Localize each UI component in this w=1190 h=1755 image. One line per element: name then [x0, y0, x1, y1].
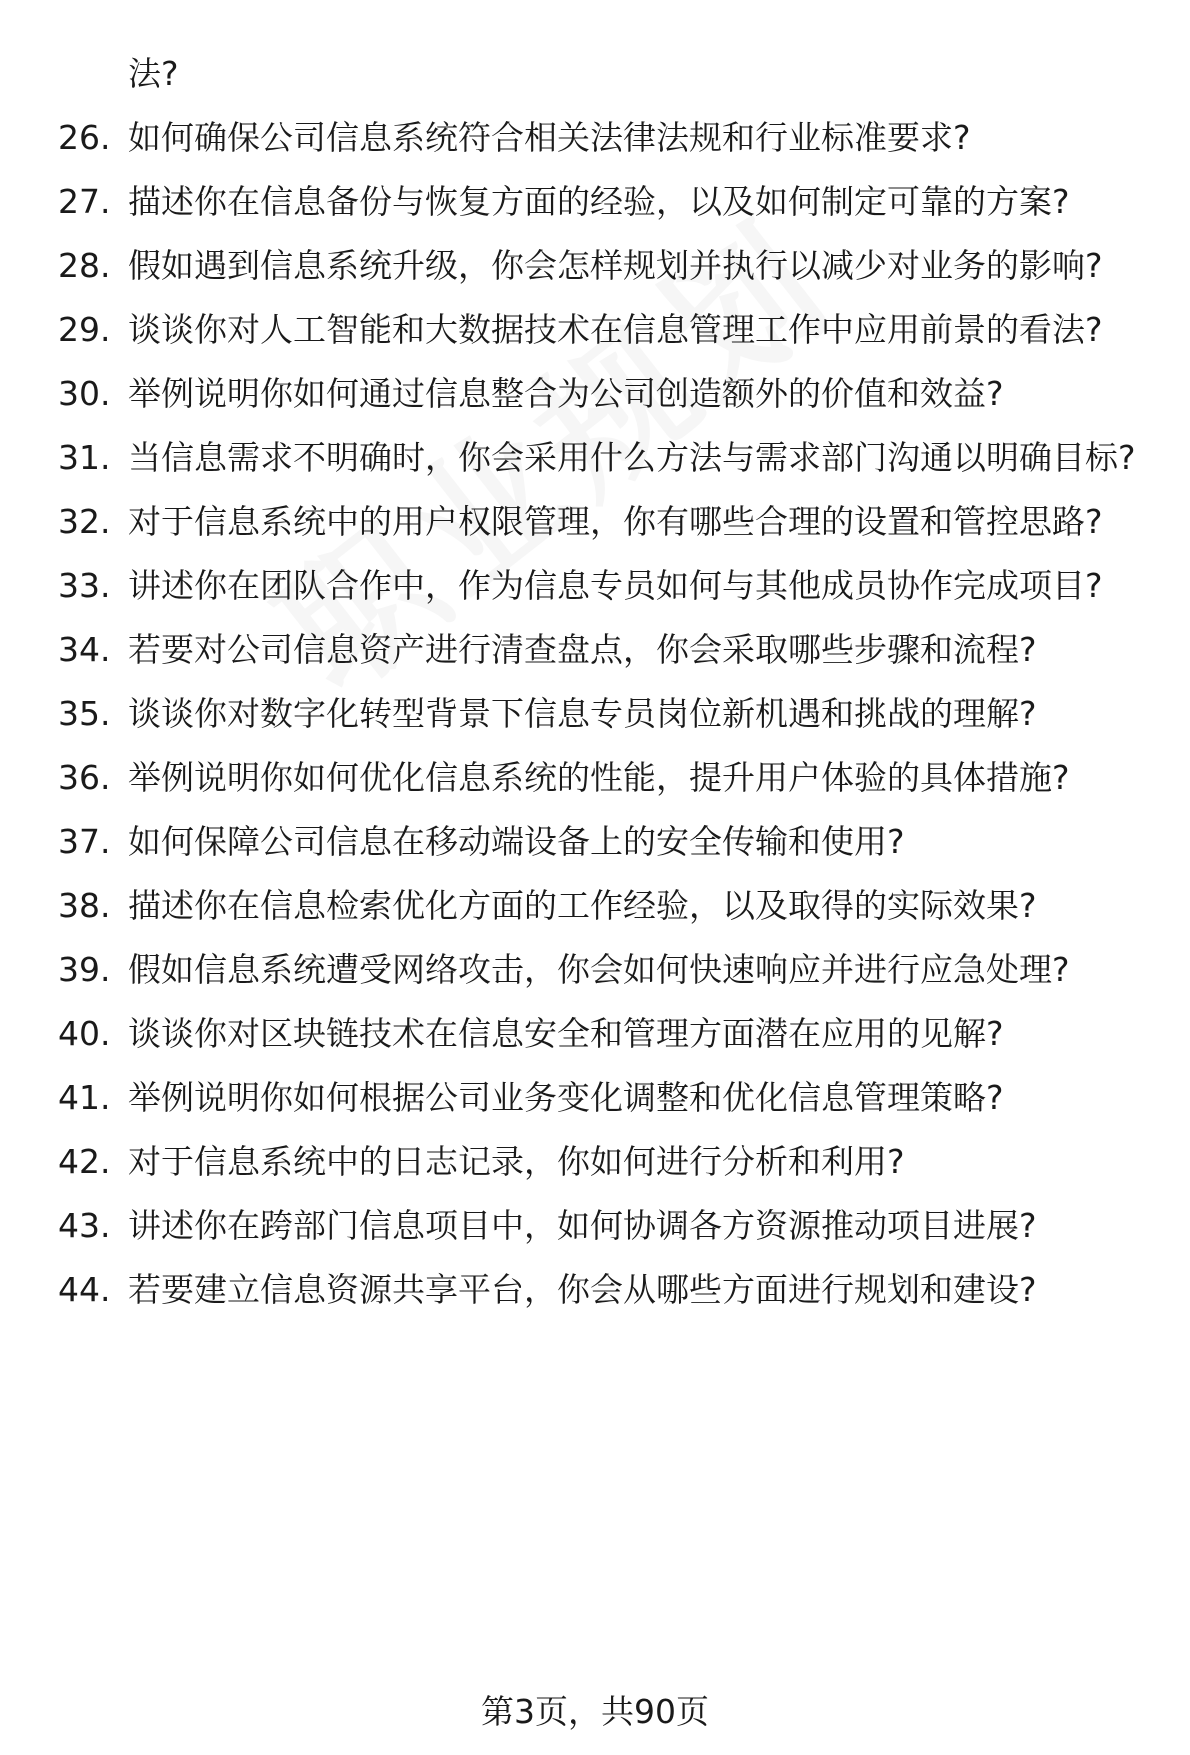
list-item: [58, 820, 1148, 863]
list-item-text: 对于信息系统中的用户权限管理，你有哪些合理的设置和管控思路?: [128, 502, 1103, 541]
list-item-text: 举例说明你如何通过信息整合为公司创造额外的价值和效益?: [128, 374, 1004, 413]
list-item: [58, 244, 1148, 287]
list-item: [58, 628, 1148, 671]
list-item: [58, 180, 1148, 223]
list-item-text: 假如遇到信息系统升级，你会怎样规划并执行以减少对业务的影响?: [128, 246, 1103, 285]
list-item-text: 举例说明你如何优化信息系统的性能，提升用户体验的具体措施?: [128, 758, 1070, 797]
list-item-number: 31.: [58, 438, 111, 477]
list-item-number: 34.: [58, 630, 111, 669]
list-item-number: 35.: [58, 694, 111, 733]
list-item-number: 40.: [58, 1014, 111, 1053]
list-item-number: 39.: [58, 950, 111, 989]
list-item-text: 讲述你在跨部门信息项目中，如何协调各方资源推动项目进展?: [128, 1206, 1037, 1245]
list-item: [58, 948, 1148, 991]
list-item-number: 44.: [58, 1270, 111, 1309]
list-item-text: 举例说明你如何根据公司业务变化调整和优化信息管理策略?: [128, 1078, 1004, 1117]
list-item-number: 38.: [58, 886, 111, 925]
list-item-text: 假如信息系统遭受网络攻击，你会如何快速响应并进行应急处理?: [128, 950, 1070, 989]
list-item-number: 29.: [58, 310, 111, 349]
list-item-number: 43.: [58, 1206, 111, 1245]
list-item-text: 法?: [128, 54, 179, 93]
question-list: [58, 52, 1148, 1332]
list-item: [58, 1012, 1148, 1055]
list-item-text: 如何确保公司信息系统符合相关法律法规和行业标准要求?: [128, 118, 971, 157]
list-item-number: 28.: [58, 246, 111, 285]
list-item-text: 对于信息系统中的日志记录，你如何进行分析和利用?: [128, 1142, 905, 1181]
list-item-number: 36.: [58, 758, 111, 797]
list-item-text: 谈谈你对数字化转型背景下信息专员岗位新机遇和挑战的理解?: [128, 694, 1037, 733]
list-item-text: 若要对公司信息资产进行清查盘点，你会采取哪些步骤和流程?: [128, 630, 1037, 669]
list-item: [58, 116, 1148, 159]
list-item-number: 27.: [58, 182, 111, 221]
list-item-text: 如何保障公司信息在移动端设备上的安全传输和使用?: [128, 822, 905, 861]
list-item-number: 32.: [58, 502, 111, 541]
list-item: [58, 1076, 1148, 1119]
list-item-number: 42.: [58, 1142, 111, 1181]
list-item-number: 30.: [58, 374, 111, 413]
list-item-text: 谈谈你对区块链技术在信息安全和管理方面潜在应用的见解?: [128, 1014, 1004, 1053]
list-item-text: 描述你在信息检索优化方面的工作经验，以及取得的实际效果?: [128, 886, 1037, 925]
list-item-text: 描述你在信息备份与恢复方面的经验，以及如何制定可靠的方案?: [128, 182, 1070, 221]
list-item: [58, 756, 1148, 799]
list-item-number: 41.: [58, 1078, 111, 1117]
list-item: [58, 372, 1148, 415]
list-item: [58, 1268, 1148, 1311]
list-item-text: 讲述你在团队合作中，作为信息专员如何与其他成员协作完成项目?: [128, 566, 1103, 605]
list-item-continuation: [58, 52, 1148, 95]
list-item: [58, 308, 1148, 351]
list-item: [58, 500, 1148, 543]
list-item: [58, 692, 1148, 735]
list-item-number: 33.: [58, 566, 111, 605]
list-item-text: 当信息需求不明确时，你会采用什么方法与需求部门沟通以明确目标?: [128, 438, 1136, 477]
list-item-text: 谈谈你对人工智能和大数据技术在信息管理工作中应用前景的看法?: [128, 310, 1103, 349]
list-item-text: 若要建立信息资源共享平台，你会从哪些方面进行规划和建设?: [128, 1270, 1037, 1309]
page-footer: 第3页，共90页: [481, 1692, 709, 1731]
list-item: [58, 1204, 1148, 1247]
list-item-number: 37.: [58, 822, 111, 861]
list-item-number: 26.: [58, 118, 111, 157]
list-item: [58, 436, 1148, 479]
list-item: [58, 1140, 1148, 1183]
list-item: [58, 564, 1148, 607]
list-item: [58, 884, 1148, 927]
